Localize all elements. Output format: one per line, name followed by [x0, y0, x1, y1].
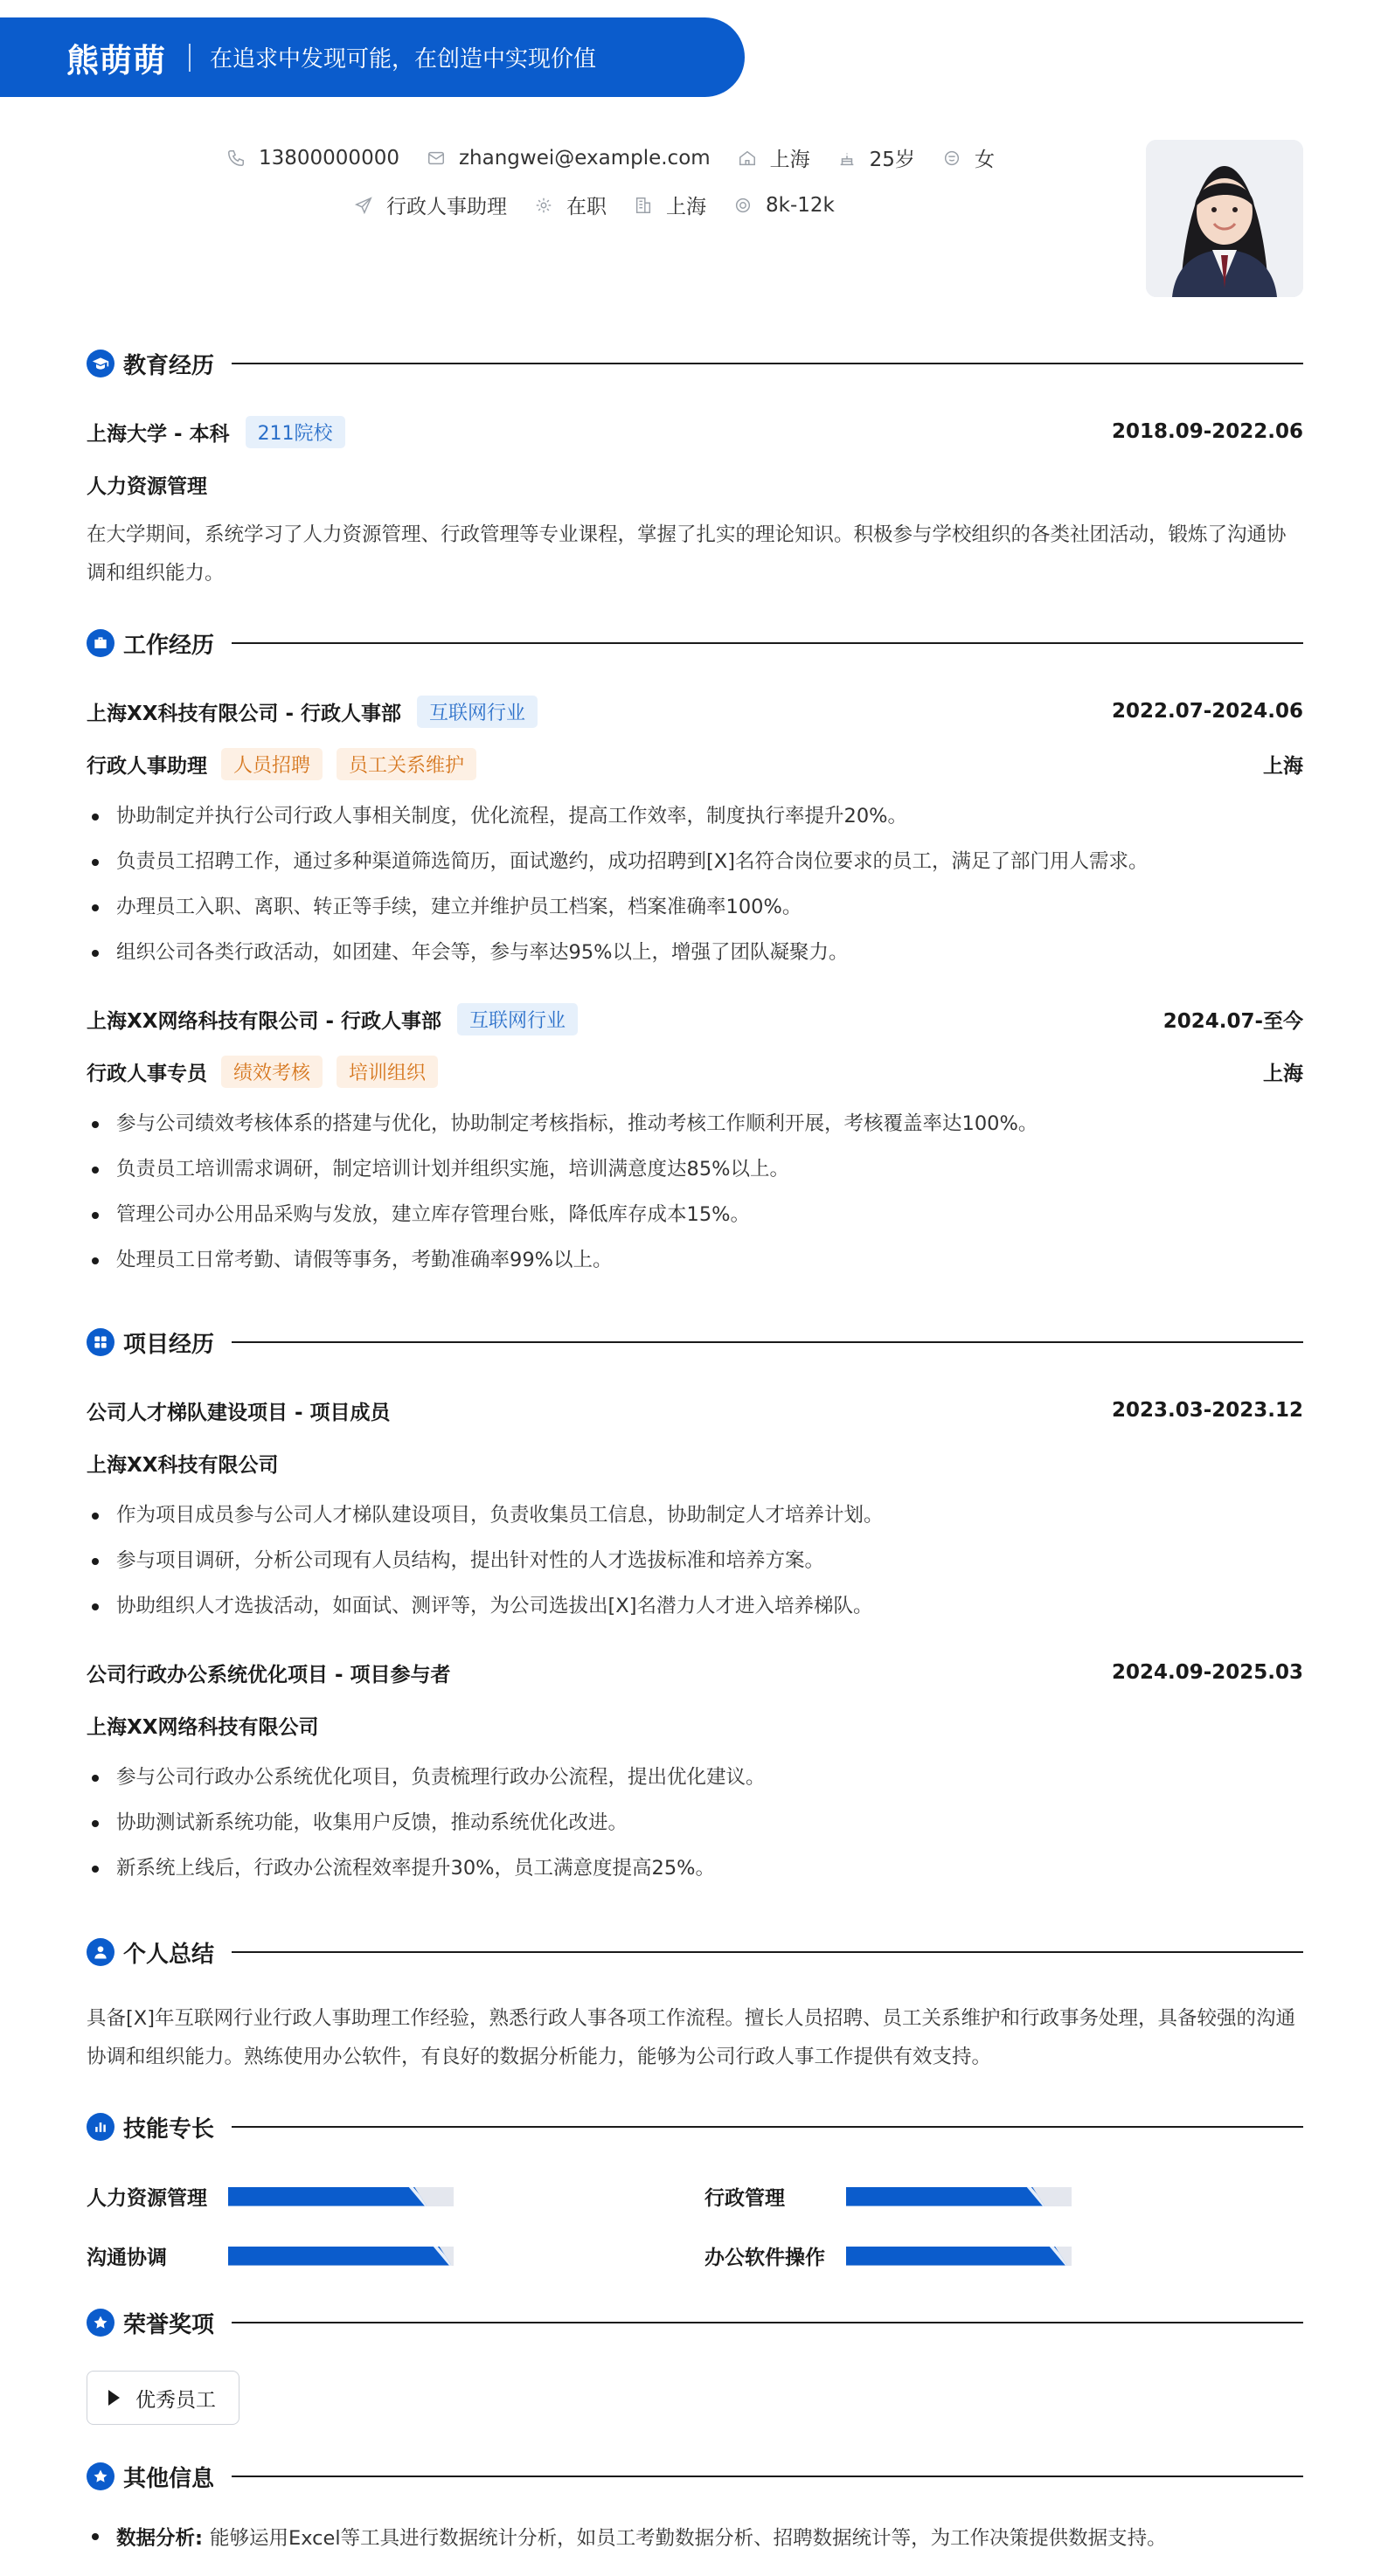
skill-item: [704, 2241, 1072, 2270]
job-city: 上海: [1263, 1062, 1303, 1085]
grid-icon: [87, 1328, 115, 1356]
project-1-header-row: [87, 1395, 1303, 1426]
gender-text: 女: [974, 149, 995, 171]
salary-icon: [732, 195, 753, 216]
skill-bar: [846, 2187, 1072, 2206]
candidate-slogan: 在追求中发现可能，在创造中实现价值: [210, 46, 597, 73]
work-section-header: [87, 626, 1303, 661]
graduation-cap-icon: [87, 350, 115, 377]
other-title: 其他信息: [123, 2465, 215, 2492]
skills-title: 技能专长: [123, 2116, 215, 2143]
briefcase-icon: [87, 629, 115, 657]
intent-salary-text: 8k-12k: [766, 193, 835, 217]
intent-status-text: 在职: [566, 196, 607, 218]
section-divider: [232, 642, 1303, 644]
summary-title: 个人总结: [123, 1941, 215, 1968]
skill-item: [87, 2241, 454, 2270]
project-1-company-row: [87, 1447, 1303, 1478]
person-icon: [87, 1938, 115, 1966]
section-divider: [232, 1951, 1303, 1953]
skill-bar: [228, 2247, 454, 2266]
list-item: 作为项目成员参与公司人才梯队建设项目，负责收集员工信息，协助制定人才培养计划。: [87, 1492, 1303, 1538]
intent-city: [633, 190, 706, 219]
info-icon: [87, 2462, 115, 2490]
medal-icon: [87, 2309, 115, 2337]
list-item: 负责员工培训需求调研，制定培训计划并组织实施，培训满意度达85%以上。: [87, 1146, 1303, 1192]
skill-bar: [228, 2187, 454, 2206]
skill-bar-fill: [846, 2247, 1067, 2266]
play-icon: [108, 2390, 120, 2406]
award-label: 优秀员工: [135, 2388, 216, 2412]
other-info-text: 能够运用Excel等工具进行数据统计分析，如员工考勤数据分析、招聘数据统计等，为工作决策提供数据支持。: [210, 2527, 1167, 2550]
home-icon: [737, 148, 758, 169]
job-2-bullets: [87, 1101, 1303, 1283]
awards-section-header: [87, 2305, 1303, 2340]
project-name: 公司人才梯队建设项目 - 项目成员: [87, 1401, 391, 1424]
project-2-company-row: [87, 1709, 1303, 1741]
list-item: 参与公司绩效考核体系的搭建与优化，协助制定考核指标，推动考核工作顺利开展，考核覆盖率达100%。: [87, 1101, 1303, 1146]
work-title: 工作经历: [123, 632, 215, 659]
other-section-header: [87, 2459, 1303, 2494]
building-icon: [633, 195, 654, 216]
intent-city-text: 上海: [666, 196, 706, 218]
other-info-key: 数据分析:: [116, 2527, 203, 2550]
gender-icon: [941, 148, 962, 169]
list-item: 处理员工日常考勤、请假等事务，考勤准确率99%以上。: [87, 1237, 1303, 1283]
project-date: 2023.03-2023.12: [1111, 1399, 1303, 1422]
mail-icon: [426, 148, 447, 169]
list-item: 管理公司办公用品采购与发放，建立库存管理台账，降低库存成本15%。: [87, 1192, 1303, 1237]
other-info-item: [87, 2523, 1303, 2551]
job-city: 上海: [1263, 754, 1303, 778]
skill-bar-fill: [228, 2247, 451, 2266]
contact-phone: [226, 147, 399, 170]
skill-tag: 人员招聘: [221, 748, 323, 780]
project-name: 公司行政办公系统优化项目 - 项目参与者: [87, 1663, 451, 1686]
industry-tag: 互联网行业: [457, 1003, 578, 1035]
list-item: 负责员工招聘工作，通过多种渠道筛选简历，面试邀约，成功招聘到[X]名符合岗位要求的员工，满足了部门用人需求。: [87, 839, 1303, 884]
list-item: 协助组织人才选拔活动，如面试、测评等，为公司选拔出[X]名潜力人才进入培养梯队。: [87, 1583, 1303, 1629]
age-icon: [836, 148, 857, 169]
job-date: 2022.07-2024.06: [1111, 700, 1303, 723]
list-item: 组织公司各类行政活动，如团建、年会等，参与率达95%以上，增强了团队凝聚力。: [87, 930, 1303, 975]
send-icon: [353, 195, 374, 216]
intent-salary: [732, 194, 835, 217]
list-item: 参与公司行政办公系统优化项目，负责梳理行政办公流程，提出优化建议。: [87, 1755, 1303, 1800]
summary-section-header: [87, 1935, 1303, 1970]
job-position: 行政人事助理: [87, 754, 207, 778]
project-1-bullets: [87, 1492, 1303, 1629]
skill-tag: 绩效考核: [221, 1056, 323, 1088]
skill-name: 办公软件操作: [704, 2247, 825, 2269]
bar-chart-icon: [87, 2113, 115, 2141]
award-badge: [87, 2371, 239, 2425]
section-divider: [232, 1341, 1303, 1343]
project-company: 上海XX科技有限公司: [87, 1453, 279, 1477]
intent-status: [533, 190, 607, 219]
education-major: 人力资源管理: [87, 474, 207, 498]
school-name: 上海大学 - 本科: [87, 422, 230, 446]
job-2-position-row: [87, 1056, 1303, 1087]
phone-text: 13800000000: [259, 146, 399, 170]
skill-name: 人力资源管理: [87, 2187, 207, 2210]
job-1-position-row: [87, 748, 1303, 779]
list-item: 协助制定并执行公司行政人事相关制度，优化流程，提高工作效率，制度执行率提升20%。: [87, 793, 1303, 839]
list-item: 办理员工入职、离职、转正等手续，建立并维护员工档案，档案准确率100%。: [87, 884, 1303, 930]
skill-tag: 培训组织: [337, 1056, 438, 1088]
industry-tag: 互联网行业: [417, 696, 538, 728]
age-text: 25岁: [869, 149, 915, 171]
email-text: zhangwei@example.com: [458, 146, 711, 170]
skill-bar-fill: [846, 2187, 1044, 2206]
bullet-dot: [92, 2533, 99, 2540]
education-major-row: [87, 468, 1303, 500]
job-date: 2024.07-至今: [1162, 1009, 1303, 1033]
skill-tag: 员工关系维护: [337, 748, 476, 780]
name-banner: [0, 17, 745, 97]
list-item: 新系统上线后，行政办公流程效率提升30%，员工满意度提高25%。: [87, 1845, 1303, 1891]
contact-age: [836, 143, 915, 172]
job-company: 上海XX科技有限公司 - 行政人事部: [87, 702, 402, 725]
section-divider: [232, 363, 1303, 364]
project-2-header-row: [87, 1657, 1303, 1688]
projects-title: 项目经历: [123, 1331, 215, 1358]
list-item: 协助测试新系统功能，收集用户反馈，推动系统优化改进。: [87, 1800, 1303, 1845]
summary-text: 具备[X]年互联网行业行政人事助理工作经验，熟悉行政人事各项工作流程。擅长人员招聘、员工关系维护和行政事务处理，具备较强的沟通协调和组织能力。熟练使用办公软件，有良好的数据分析能力，能够为公司行政人事工作提供有效支持。: [87, 2007, 1295, 2068]
project-2-bullets: [87, 1755, 1303, 1891]
skill-bar-fill: [228, 2187, 427, 2206]
job-1-bullets: [87, 793, 1303, 975]
education-header-row: [87, 416, 1303, 447]
candidate-name: 熊萌萌: [66, 41, 166, 80]
job-intent-row: [353, 190, 861, 219]
profile-photo: [1146, 140, 1303, 297]
contact-gender: [941, 143, 995, 172]
contact-city: [737, 143, 810, 172]
job-1-header-row: [87, 696, 1303, 727]
skills-section-header: [87, 2109, 1303, 2144]
city-text: 上海: [769, 149, 810, 171]
phone-icon: [226, 148, 246, 169]
education-description: 在大学期间，系统学习了人力资源管理、行政管理等专业课程，掌握了扎实的理论知识。积极参与学校组织的各类社团活动，锻炼了沟通协调和组织能力。: [87, 523, 1287, 585]
intent-position-text: 行政人事助理: [386, 196, 507, 218]
school-tag: 211院校: [246, 416, 345, 448]
list-item: 参与项目调研，分析公司现有人员结构，提出针对性的人才选拔标准和培养方案。: [87, 1538, 1303, 1583]
job-2-header-row: [87, 1003, 1303, 1035]
contact-row: [226, 143, 1021, 172]
job-position: 行政人事专员: [87, 1062, 207, 1085]
status-icon: [533, 195, 554, 216]
education-title: 教育经历: [123, 352, 215, 379]
intent-position: [353, 190, 507, 219]
section-divider: [232, 2322, 1303, 2323]
job-company: 上海XX网络科技有限公司 - 行政人事部: [87, 1009, 442, 1033]
skill-item: [704, 2182, 1072, 2211]
contact-email: [426, 147, 711, 170]
name-divider: [189, 44, 191, 72]
skill-bar: [846, 2247, 1072, 2266]
skill-name: 沟通协调: [87, 2247, 167, 2269]
skill-item: [87, 2182, 454, 2211]
section-divider: [232, 2126, 1303, 2128]
education-date: 2018.09-2022.06: [1111, 420, 1303, 443]
projects-section-header: [87, 1325, 1303, 1360]
section-divider: [232, 2476, 1303, 2477]
awards-title: 荣誉奖项: [123, 2311, 215, 2338]
skill-name: 行政管理: [704, 2187, 785, 2210]
project-date: 2024.09-2025.03: [1111, 1661, 1303, 1684]
education-section-header: [87, 346, 1303, 381]
project-company: 上海XX网络科技有限公司: [87, 1715, 319, 1739]
